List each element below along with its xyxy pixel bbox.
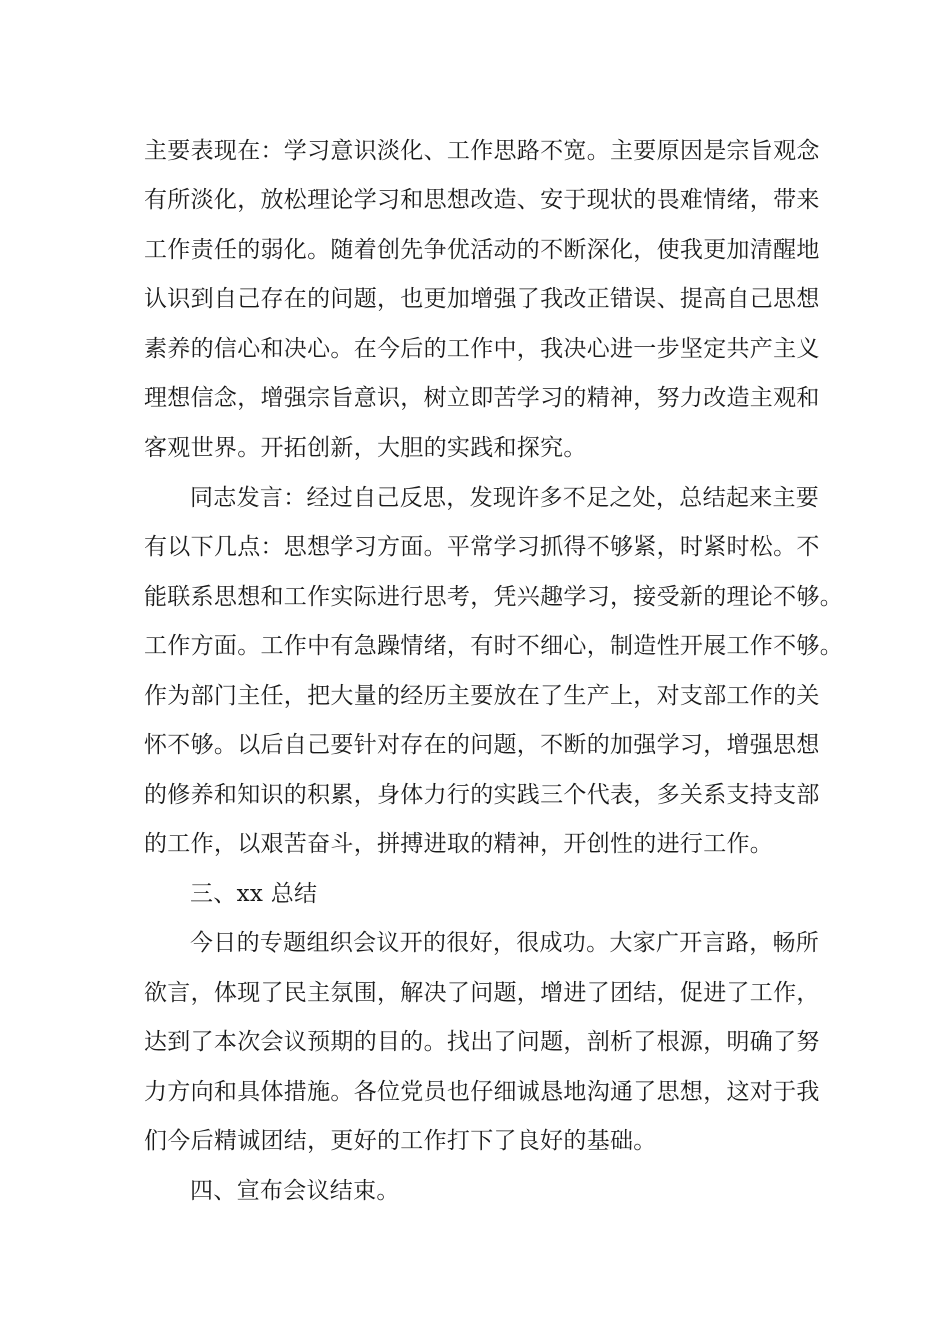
text-line: 认识到自己存在的问题，也更加增强了我改正错误、提高自己思想: [144, 286, 820, 312]
text-line: 力方向和具体措施。各位党员也仔细诚恳地沟通了思想，这对于我: [144, 1079, 820, 1105]
text-line: 的工作，以艰苦奋斗，拼搏进取的精神，开创性的进行工作。: [144, 831, 774, 857]
text-line: 们今后精诚团结，更好的工作打下了良好的基础。: [144, 1128, 657, 1154]
text-line: 客观世界。开拓创新，大胆的实践和探究。: [144, 435, 587, 461]
text-line: 有所淡化，放松理论学习和思想改造、安于现状的畏难情绪，带来: [144, 187, 820, 213]
text-line: 理想信念，增强宗旨意识，树立即苦学习的精神，努力改造主观和: [144, 385, 820, 411]
section-heading: 三、xx 总结: [190, 881, 318, 907]
text-line: 主要表现在：学习意识淡化、工作思路不宽。主要原因是宗旨观念: [144, 138, 820, 164]
text-line: 素养的信心和决心。在今后的工作中，我决心进一步坚定共产主义: [144, 336, 820, 362]
text-line: 工作责任的弱化。随着创先争优活动的不断深化，使我更加清醒地: [144, 237, 820, 263]
text-line: 作为部门主任，把大量的经历主要放在了生产上，对支部工作的关: [144, 683, 820, 709]
paragraph-start-line: 今日的专题组织会议开的很好，很成功。大家广开言路，畅所: [190, 930, 820, 956]
text-line: 能联系思想和工作实际进行思考，凭兴趣学习，接受新的理论不够。: [144, 584, 843, 610]
text-line: 有以下几点：思想学习方面。平常学习抓得不够紧，时紧时松。不: [144, 534, 820, 560]
text-line: 怀不够。以后自己要针对存在的问题，不断的加强学习，增强思想: [144, 732, 820, 758]
paragraph-start-line: 同志发言：经过自己反思，发现许多不足之处，总结起来主要: [190, 485, 820, 511]
text-line: 的修养和知识的积累，身体力行的实践三个代表，多关系支持支部: [144, 782, 820, 808]
text-line: 欲言，体现了民主氛围，解决了问题，增进了团结，促进了工作，: [144, 980, 820, 1006]
section-heading: 四、宣布会议结束。: [190, 1178, 400, 1204]
text-line: 工作方面。工作中有急躁情绪，有时不细心，制造性开展工作不够。: [144, 633, 843, 659]
text-line: 达到了本次会议预期的目的。找出了问题，剖析了根源，明确了努: [144, 1029, 820, 1055]
